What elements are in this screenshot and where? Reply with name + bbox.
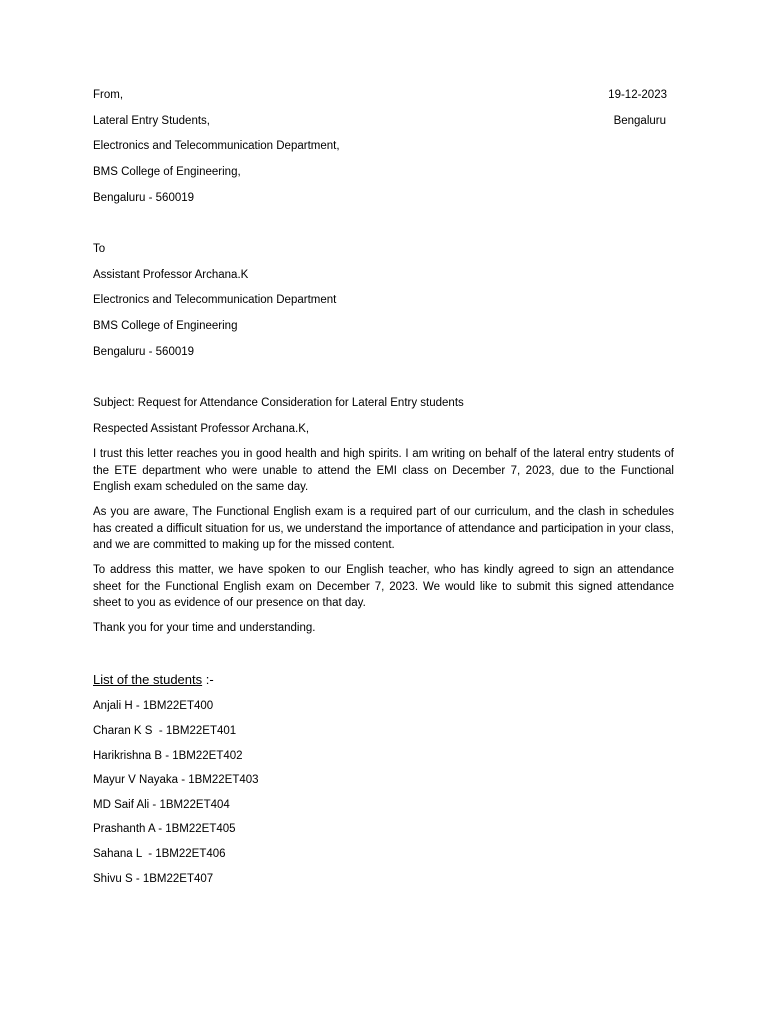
student-item: Prashanth A - 1BM22ET405 [93, 823, 236, 835]
body-paragraph-4: Thank you for your time and understanding. [93, 622, 316, 634]
recipient-line-2: Electronics and Telecommunication Department [93, 294, 337, 306]
sender-line-4: Bengaluru - 560019 [93, 192, 195, 204]
recipient-line-1: Assistant Professor Archana.K [93, 269, 249, 281]
student-item: MD Saif Ali - 1BM22ET404 [93, 799, 230, 811]
to-label: To [93, 243, 106, 255]
body-paragraph-1: I trust this letter reaches you in good health and high spirits. I am writing on behalf of the lateral entry students of the ETE department who were unable to attend the EMI class on December 7, 2023, due to the Functional English exam scheduled on the same day. [93, 448, 674, 493]
sender-line-2: Electronics and Telecommunication Department, [93, 140, 340, 152]
student-item: Harikrishna B - 1BM22ET402 [93, 750, 243, 762]
letter-date: 19-12-2023 [608, 89, 667, 101]
letter-place: Bengaluru [613, 115, 666, 127]
letter-salutation: Respected Assistant Professor Archana.K, [93, 423, 310, 435]
sender-line-1: Lateral Entry Students, [93, 115, 210, 127]
students-heading-text: List of the students [93, 672, 203, 687]
students-heading-suffix: :- [202, 672, 214, 687]
letter-subject: Subject: Request for Attendance Consideration for Lateral Entry students [93, 397, 464, 409]
from-label: From, [93, 89, 124, 101]
student-item: Mayur V Nayaka - 1BM22ET403 [93, 774, 259, 786]
students-heading [93, 673, 214, 686]
student-item: Shivu S - 1BM22ET407 [93, 873, 214, 885]
student-item: Charan K S - 1BM22ET401 [93, 725, 237, 737]
recipient-line-4: Bengaluru - 560019 [93, 346, 195, 358]
body-paragraph-3: To address this matter, we have spoken to our English teacher, who has kindly agreed to sign an attendance sheet for the Functional English exam on December 7, 2023. We would like to submit this signed attendance sheet to you as evidence of our presence on that day. [93, 564, 674, 609]
body-paragraph-2: As you are aware, The Functional English exam is a required part of our curriculum, and the clash in schedules has created a difficult situation for us, we understand the importance of attendance and participation in your class, and we are committed to making up for the missed content. [93, 506, 674, 551]
sender-line-3: BMS College of Engineering, [93, 166, 241, 178]
student-item: Sahana L - 1BM22ET406 [93, 848, 226, 860]
recipient-line-3: BMS College of Engineering [93, 320, 238, 332]
student-item: Anjali H - 1BM22ET400 [93, 700, 214, 712]
